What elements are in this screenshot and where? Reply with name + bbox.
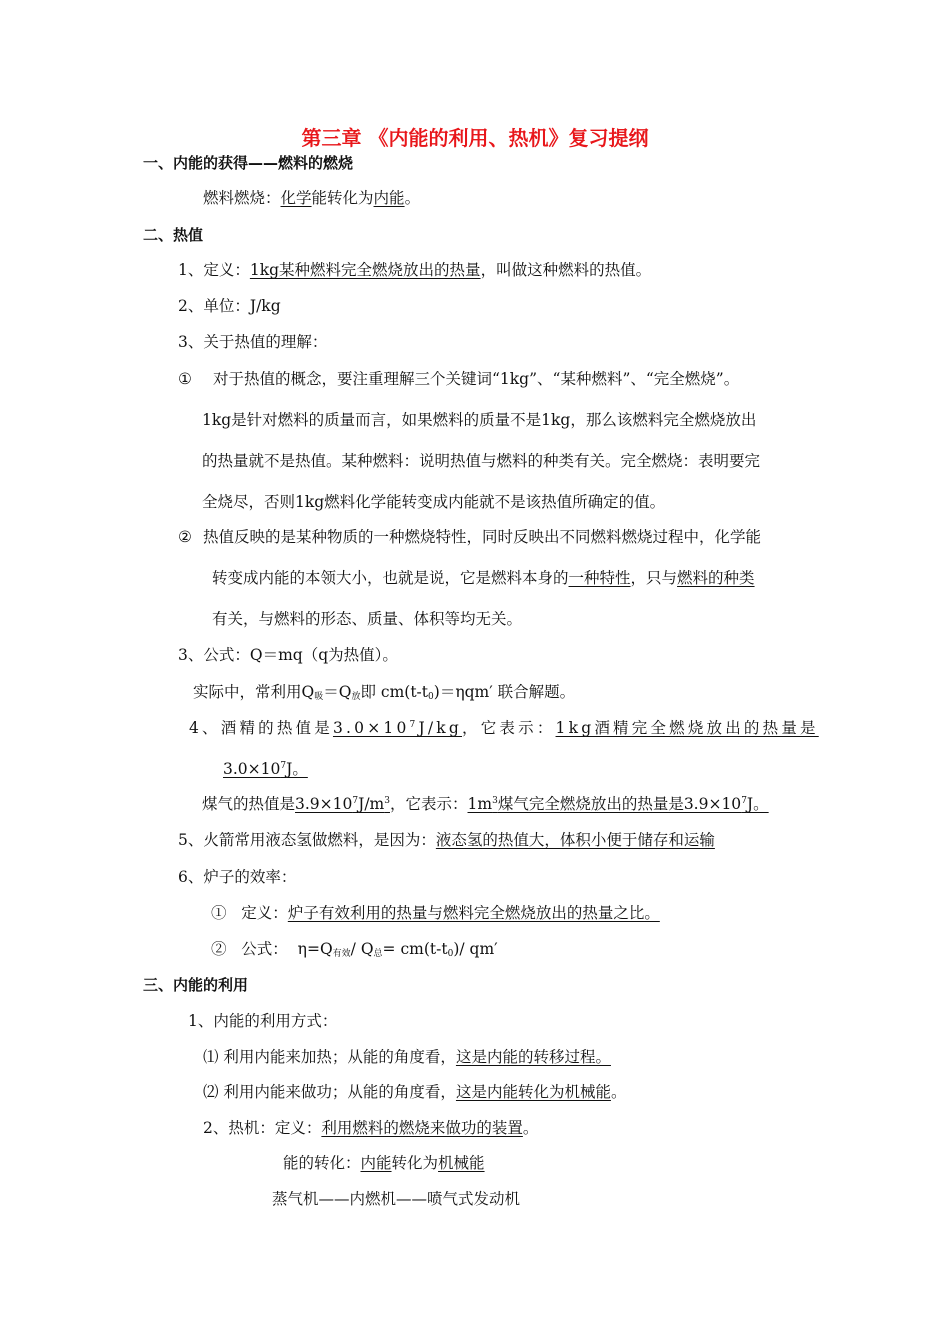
text: 公式： — [241, 940, 288, 958]
exponent: 7 — [741, 796, 747, 806]
point-1-line-3: 的热量就不是热值。某种燃料：说明热值与燃料的种类有关。完全燃烧：表明要完 — [202, 452, 761, 470]
answer-a-property: 一种特性 — [568, 569, 631, 587]
engine-types-line: 蒸气机——内燃机——喷气式发动机 — [272, 1190, 521, 1208]
answer-conversion: 这是内能转化为机械能 — [455, 1083, 611, 1101]
heat-value-definition — [178, 259, 651, 281]
gas-heat-value-line — [202, 793, 769, 815]
text: 煤气的热值是 — [202, 795, 296, 813]
answer-reason: 液态氢的热值大，体积小便于储存和运输 — [435, 831, 715, 849]
answer-unit: J/kg — [418, 719, 463, 737]
answer-unit: J。 — [746, 795, 769, 813]
text: ＝Q — [323, 683, 352, 701]
text: = cm(t-t — [382, 940, 448, 958]
text: 1、定义： — [178, 261, 250, 279]
text: 燃料燃烧： — [203, 189, 281, 207]
usage-heating-line — [203, 1046, 611, 1068]
text: 实际中，常利用Q — [193, 683, 315, 701]
subscript: 0 — [447, 949, 454, 959]
efficiency-formula — [211, 938, 498, 960]
usage-work-line — [203, 1081, 626, 1103]
answer-transfer: 这是内能的转移过程。 — [455, 1048, 611, 1066]
alcohol-heat-value-line — [189, 717, 819, 739]
text: ⑵ 利用内能来做功；从能的角度看， — [203, 1083, 456, 1101]
understanding-heading: 3、关于热值的理解： — [178, 333, 328, 351]
answer-chemical: 化学 — [280, 189, 312, 207]
exponent: 3 — [492, 796, 498, 806]
subscript: 放 — [351, 692, 361, 702]
subscript: 吸 — [314, 692, 324, 702]
answer-value: 3.9×10 — [295, 795, 353, 813]
hydrogen-fuel-line — [178, 829, 715, 851]
text: )＝ηqm′ 联合解题。 — [433, 683, 576, 701]
text: 。 — [610, 1083, 627, 1101]
efficiency-definition — [211, 902, 660, 924]
answer-value: 3.0×10 — [223, 760, 281, 778]
text: 即 cm(t-t — [360, 683, 429, 701]
answer-mechanical-energy: 机械能 — [438, 1154, 485, 1172]
heat-engine-definition — [203, 1117, 538, 1139]
answer-unit: J。 — [286, 760, 308, 778]
exponent: 7 — [409, 720, 419, 730]
text: ，它表示： — [390, 795, 468, 813]
alcohol-heat-value-line-2 — [223, 758, 308, 780]
text: 定义： — [241, 904, 288, 922]
answer-meaning: 煤气完全燃烧放出的热量是3.9×10 — [497, 795, 742, 813]
answer-unit: J/m — [358, 795, 385, 813]
text: ，它表示： — [462, 719, 556, 737]
answer-internal-energy: 内能 — [360, 1154, 392, 1172]
answer-value: 3.0×10 — [332, 719, 410, 737]
text: 能的转化： — [283, 1154, 361, 1172]
section-1-heading: 一、内能的获得——燃料的燃烧 — [143, 154, 354, 172]
usage-ways-heading: 1、内能的利用方式： — [188, 1012, 338, 1030]
document-title: 第三章 《内能的利用、热机》复习提纲 — [301, 126, 649, 150]
section-3-heading: 三、内能的利用 — [143, 976, 249, 994]
section-2-heading: 二、热值 — [143, 226, 204, 244]
point-1-line-2: 1kg是针对燃料的质量而言，如果燃料的质量不是1kg，那么该燃料完全燃烧放出 — [202, 411, 757, 429]
text: )/ qm′ — [453, 940, 498, 958]
exponent: 7 — [280, 761, 287, 771]
exponent: 7 — [352, 796, 359, 806]
text: ⑴ 利用内能来加热；从能的角度看， — [203, 1048, 456, 1066]
answer-meaning: 1kg酒精完全燃烧放出的热量是 — [555, 719, 819, 737]
answer-fuel-type: 燃料的种类 — [677, 569, 755, 587]
text: 能转化为 — [311, 189, 374, 207]
practice-line — [193, 681, 575, 703]
point-1-line-1: 对于热值的概念，要注重理解三个关键词“1kg”、“某种燃料”、“完全燃烧”。 — [213, 370, 740, 388]
point-2-marker: ② — [178, 528, 192, 546]
text: 2、热机：定义： — [203, 1119, 322, 1137]
energy-conversion-line — [283, 1152, 485, 1174]
marker: ② — [211, 940, 227, 958]
text: 转变成内能的本领大小，也就是说，它是燃料本身的 — [212, 569, 569, 587]
text: 4、酒精的热值是 — [189, 719, 333, 737]
point-1-marker: ① — [178, 370, 192, 388]
heat-value-unit: 2、单位：J/kg — [178, 297, 281, 315]
point-1-line-4: 全烧尽，否则1kg燃料化学能转变成内能就不是该热值所确定的值。 — [202, 493, 666, 511]
answer-definition: 利用燃料的燃烧来做功的装置 — [321, 1119, 523, 1137]
answer-definition: 1kg某种燃料完全燃烧放出的热量 — [249, 261, 481, 279]
answer-definition: 炉子有效利用的热量与燃料完全燃烧放出的热量之比。 — [287, 904, 660, 922]
point-2-line-2 — [212, 567, 755, 589]
subscript: 总 — [373, 949, 383, 959]
subscript: 0 — [428, 692, 434, 702]
exponent: 3 — [384, 796, 390, 806]
fuel-combustion-line — [203, 187, 420, 209]
text: ，叫做这种燃料的热值。 — [480, 261, 652, 279]
text: 5、火箭常用液态氢做燃料，是因为： — [178, 831, 436, 849]
marker: ① — [211, 904, 227, 922]
text: 。 — [522, 1119, 539, 1137]
formula-line: 3、公式：Q＝mq（q为热值）。 — [178, 646, 398, 664]
point-2-line-1: 热值反映的是某种物质的一种燃烧特性，同时反映出不同燃料燃烧过程中，化学能 — [203, 528, 762, 546]
answer-internal-energy: 内能 — [373, 189, 405, 207]
text: 转化为 — [391, 1154, 439, 1172]
efficiency-heading: 6、炉子的效率： — [178, 868, 297, 886]
text: η=Q — [297, 940, 333, 958]
text: 。 — [404, 189, 421, 207]
text: / Q — [350, 940, 374, 958]
answer-meaning: 1m — [467, 795, 493, 813]
text: ，只与 — [630, 569, 678, 587]
subscript: 有效 — [332, 949, 351, 959]
point-2-line-3: 有关，与燃料的形态、质量、体积等均无关。 — [212, 610, 523, 628]
